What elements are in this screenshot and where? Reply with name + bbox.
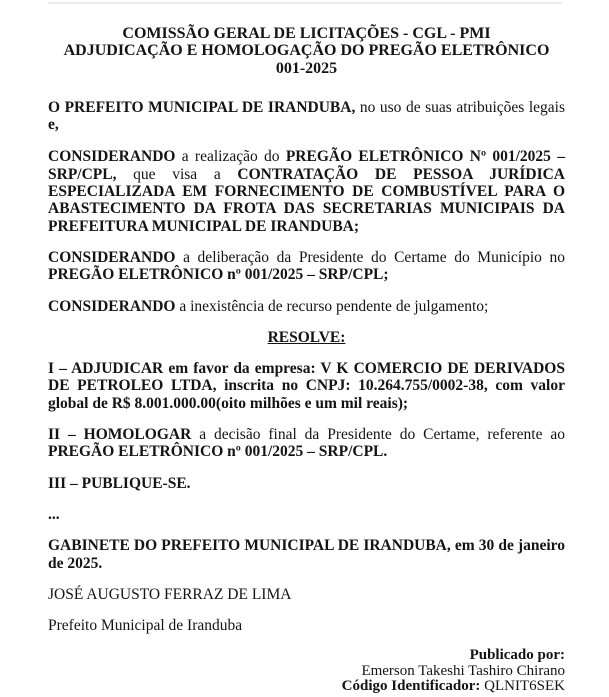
- intro-attributions-text: no uso de suas atribuições legais: [359, 98, 566, 116]
- considering-3-keyword: CONSIDERANDO: [48, 297, 180, 315]
- identifier-line: [48, 679, 565, 694]
- considering-2-text: a deliberação da Presidente do Certame do Município no: [183, 248, 565, 266]
- considering-3-text: a inexistência de recurso pendente de julgamento;: [179, 297, 489, 315]
- paragraph-considering-3: [48, 298, 565, 315]
- identifier-label: Código Identificador:: [341, 677, 481, 694]
- signature-role: Prefeito Municipal de Iranduba: [48, 617, 243, 635]
- resolve-heading-text: RESOLVE:: [267, 328, 346, 346]
- title-line-number: 001-2025: [275, 59, 338, 77]
- ellipsis-separator: ...: [48, 505, 60, 523]
- paragraph-item-2-homologar: [48, 426, 565, 461]
- considering-1-text-a: a realização do: [181, 148, 286, 166]
- published-by-name: Emerson Takeshi Tashiro Chirano: [361, 662, 565, 679]
- considering-1-keyword: CONSIDERANDO: [48, 148, 182, 166]
- considering-2-auction-ref: PREGÃO ELETRÔNICO nº 001/2025 – SRP/CPL;: [48, 266, 389, 284]
- top-divider-line: [48, 2, 562, 4]
- considering-1-object: CONTRATAÇÃO DE PESSOA JURÍDICA ESPECIALIZADA EM FORNECIMENTO DE COMBUSTÍVEL PARA O ABASTECIMENTO DA FROTA DAS SECRETARIAS MUNICIPAIS DA PREFEITURA MUNICIPAL DE IRANDUBA;: [48, 165, 565, 235]
- paragraph-closing-gabinete: GABINETE DO PREFEITO MUNICIPAL DE IRANDUBA, em 30 de janeiro de 2025.: [48, 537, 565, 572]
- considering-1-text-b: que visa a: [133, 165, 238, 183]
- paragraph-considering-1: [48, 148, 565, 234]
- paragraph-item-3-publique-se: III – PUBLIQUE-SE.: [48, 474, 191, 492]
- identifier-code: QLNIT6SEK: [484, 677, 565, 694]
- title-line-subject: ADJUDICAÇÃO E HOMOLOGAÇÃO DO PREGÃO ELETRÔNICO: [63, 42, 550, 60]
- item-2-keyword: II – HOMOLOGAR: [48, 426, 200, 444]
- paragraph-item-1-adjudicar: I – ADJUDICAR em favor da empresa: V K COMERCIO DE DERIVADOS DE PETROLEO LTDA, inscrita no CNPJ: 10.264.755/0002-38, com valor global de R$ 8.001.000.00(oito milhões e um mil reais);: [48, 360, 565, 412]
- document-title: [48, 25, 565, 77]
- intro-conjunction-text: e,: [48, 116, 59, 134]
- considering-2-keyword: CONSIDERANDO: [48, 248, 184, 266]
- signature-name: JOSÉ AUGUSTO FERRAZ DE LIMA: [48, 585, 292, 603]
- considering-1-auction-ref: PREGÃO ELETRÔNICO Nº 001/2025 – SRP/CPL,: [48, 148, 565, 183]
- item-2-auction-ref: PREGÃO ELETRÔNICO nº 001/2025 – SRP/CPL.: [48, 443, 388, 461]
- published-by-label: Publicado por:: [469, 647, 565, 664]
- resolve-heading: [48, 329, 565, 346]
- item-2-text: a decisão final da Presidente do Certame, referente ao: [199, 426, 565, 444]
- intro-authority-text: O PREFEITO MUNICIPAL DE IRANDUBA,: [48, 98, 360, 116]
- publication-footer: [48, 648, 565, 694]
- paragraph-considering-2: [48, 249, 565, 284]
- paragraph-intro: [48, 99, 565, 134]
- title-line-commission: COMISSÃO GERAL DE LICITAÇÕES - CGL - PMI: [122, 25, 491, 42]
